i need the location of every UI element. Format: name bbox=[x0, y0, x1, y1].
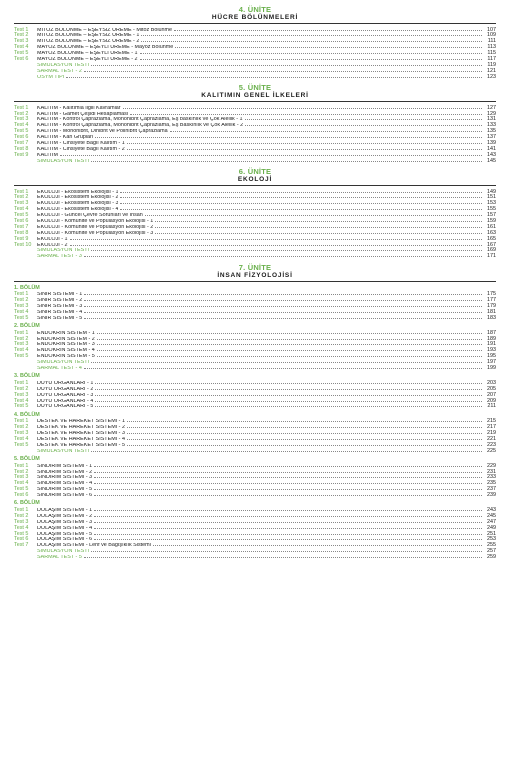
test-number: Test 6 bbox=[14, 536, 29, 543]
page-number: 107 bbox=[487, 26, 496, 33]
unit-divider bbox=[14, 23, 496, 24]
page-number: 223 bbox=[487, 441, 496, 448]
page-number: 171 bbox=[487, 253, 496, 260]
entry-title: SİNDİRİM SİSTEMİ - 5 bbox=[37, 487, 93, 493]
dot-leader bbox=[91, 359, 482, 364]
test-number: Test 5 bbox=[14, 486, 29, 493]
entry-title: ÖSYM TİPİ bbox=[37, 74, 65, 80]
entry-title: DUYU ORGANLARI - 3 bbox=[37, 392, 94, 398]
dot-leader bbox=[70, 241, 482, 246]
entry-title: EKOLOJİ - Komünite ve Popülasyon Ekolojisi - 1 bbox=[37, 218, 154, 224]
test-number: Test 3 bbox=[14, 474, 29, 481]
test-number: Test 4 bbox=[14, 122, 29, 129]
page-number: 163 bbox=[487, 229, 496, 236]
entry-title: SİNDİRİM SİSTEMİ - 2 bbox=[37, 469, 93, 475]
page-number: 153 bbox=[487, 200, 496, 207]
entry-title: KALITIM - Cinsiyete Bağlı Kalıtım - 1 bbox=[37, 140, 125, 146]
entry-title: DESTEK VE HAREKET SİSTEMİ - 2 bbox=[37, 425, 125, 431]
dot-leader bbox=[127, 424, 482, 429]
test-number: Test 6 bbox=[14, 134, 29, 141]
entry-title: SİNDİRİM SİSTEMİ - 4 bbox=[37, 481, 93, 487]
entry-title: SİNİR SİSTEMİ - 5 bbox=[37, 315, 83, 321]
page-number: 233 bbox=[487, 474, 496, 481]
unit-divider bbox=[14, 281, 496, 282]
entry-title: DOLAŞIM SİSTEMİ - 5 bbox=[37, 531, 93, 537]
dot-leader bbox=[70, 235, 482, 240]
entry-title: SİNİR SİSTEMİ - 3 bbox=[37, 303, 83, 309]
test-number: Test 2 bbox=[14, 512, 29, 519]
entry-title: DOLAŞIM SİSTEMİ - Lenf ve Bağışıklık Sistemi bbox=[37, 543, 151, 549]
test-number: Test 3 bbox=[14, 518, 29, 525]
page-number: 129 bbox=[487, 110, 496, 117]
page-number: 247 bbox=[487, 518, 496, 525]
toc-entry[interactable] bbox=[14, 492, 496, 498]
entry-title: KALITIM - Kontrol Çaprazlama, Monohibrit Çaprazlama, Eş baskınlık ve Çok Alellik - 1 bbox=[37, 117, 243, 123]
page-number: 161 bbox=[487, 223, 496, 230]
entry-title: SİNİR SİSTEMİ - 1 bbox=[37, 292, 83, 298]
page-number: 249 bbox=[487, 524, 496, 531]
dot-leader bbox=[127, 139, 482, 144]
unit-title: İNSAN FİZYOLOJİSİ bbox=[217, 271, 293, 279]
page-number: 175 bbox=[487, 291, 496, 298]
dot-leader bbox=[91, 61, 482, 66]
page-number: 127 bbox=[487, 104, 496, 111]
unit-header bbox=[14, 6, 496, 24]
page-number: 121 bbox=[487, 67, 496, 74]
entry-title: SİMÜLASYON TESTİ bbox=[37, 360, 90, 366]
entry-title: SARMAL TEST - 5 bbox=[37, 555, 82, 561]
page-number: 235 bbox=[487, 480, 496, 487]
test-number: Test 7 bbox=[14, 542, 29, 549]
dot-leader bbox=[94, 536, 482, 541]
entry-title: KALITIM - Kalıtımla İlgili Kavramlar bbox=[37, 105, 121, 111]
entry-title: ENDOKRİN SİSTEM - 1 bbox=[37, 330, 95, 336]
page-number: 181 bbox=[487, 308, 496, 315]
dot-leader bbox=[84, 364, 482, 369]
dot-leader bbox=[95, 391, 482, 396]
section-heading: 2. BÖLÜM bbox=[14, 323, 40, 330]
entry-title: DOLAŞIM SİSTEMİ - 4 bbox=[37, 525, 93, 531]
page-number: 209 bbox=[487, 397, 496, 404]
test-number: Test 1 bbox=[14, 418, 29, 425]
page-number: 133 bbox=[487, 122, 496, 129]
test-number: Test 5 bbox=[14, 128, 29, 135]
dot-leader bbox=[84, 253, 482, 258]
test-number: Test 9 bbox=[14, 151, 29, 158]
dot-leader bbox=[155, 229, 482, 234]
dot-leader bbox=[123, 104, 482, 109]
dot-leader bbox=[127, 435, 482, 440]
dot-leader bbox=[120, 200, 482, 205]
section-heading: 1. BÖLÜM bbox=[14, 284, 40, 291]
test-number: Test 4 bbox=[14, 44, 29, 51]
entry-title: DESTEK VE HAREKET SİSTEMİ - 5 bbox=[37, 442, 125, 448]
entry-title: EKOLOJİ - Güncel Çevre Sorunları ve İnsan bbox=[37, 213, 143, 219]
page-number: 109 bbox=[487, 32, 496, 39]
page-number: 207 bbox=[487, 391, 496, 398]
test-number: Test 4 bbox=[14, 347, 29, 354]
entry-title: ENDOKRİN SİSTEM - 5 bbox=[37, 354, 95, 360]
test-number: Test 8 bbox=[14, 145, 29, 152]
page-number: 225 bbox=[487, 447, 496, 454]
page-number: 243 bbox=[487, 507, 496, 514]
test-number: Test 2 bbox=[14, 335, 29, 342]
dot-leader bbox=[66, 73, 482, 78]
dot-leader bbox=[141, 32, 482, 37]
dot-leader bbox=[97, 329, 482, 334]
dot-leader bbox=[127, 145, 482, 150]
test-number: Test 4 bbox=[14, 480, 29, 487]
test-number: Test 3 bbox=[14, 302, 29, 309]
entry-title: EKOLOJİ - Komünite ve Popülasyon Ekolojisi - 2 bbox=[37, 224, 154, 230]
page-number: 131 bbox=[487, 116, 496, 123]
page-number: 257 bbox=[487, 548, 496, 555]
dot-leader bbox=[127, 418, 482, 423]
test-number: Test 2 bbox=[14, 424, 29, 431]
test-number: Test 5 bbox=[14, 50, 29, 57]
page-number: 177 bbox=[487, 297, 496, 304]
toc-entry[interactable] bbox=[14, 314, 496, 320]
entry-title: MİTOZ BÖLÜNME – EŞEYSİZ ÜREME - Mitoz Bölünme bbox=[37, 27, 172, 33]
page-number: 149 bbox=[487, 188, 496, 195]
dot-leader bbox=[94, 506, 482, 511]
test-number: Test 1 bbox=[14, 379, 29, 386]
page-number: 221 bbox=[487, 436, 496, 443]
dot-leader bbox=[127, 430, 482, 435]
entry-title: MİTOZ BÖLÜNME – EŞEYSİZ ÜREME - 2 bbox=[37, 39, 140, 45]
page-number: 199 bbox=[487, 365, 496, 371]
entry-title: SARMAL TEST - 3 bbox=[37, 254, 82, 260]
page-number: 159 bbox=[487, 217, 496, 224]
entry-title: KALITIM - Kan Grupları bbox=[37, 135, 94, 141]
dot-leader bbox=[97, 347, 482, 352]
entry-title: DUYU ORGANLARI - 5 bbox=[37, 404, 94, 410]
test-number: Test 5 bbox=[14, 530, 29, 537]
entry-title: SARMAL TEST - 2 bbox=[37, 68, 82, 74]
dot-leader bbox=[94, 468, 482, 473]
dot-leader bbox=[94, 486, 482, 491]
toc-entry[interactable] bbox=[14, 364, 496, 370]
page-number: 217 bbox=[487, 424, 496, 431]
dot-leader bbox=[84, 308, 482, 313]
dot-leader bbox=[84, 314, 482, 319]
page-number: 111 bbox=[487, 38, 496, 45]
entry-title: SİNDİRİM SİSTEMİ - 6 bbox=[37, 493, 93, 499]
page-number: 139 bbox=[487, 139, 496, 146]
entry-title: DOLAŞIM SİSTEMİ - 1 bbox=[37, 508, 93, 514]
dot-leader bbox=[94, 462, 482, 467]
page-number: 169 bbox=[487, 247, 496, 254]
test-number: Test 2 bbox=[14, 468, 29, 475]
entry-title: EKOLOJİ - 1 bbox=[37, 236, 68, 242]
section-heading: 4. BÖLÜM bbox=[14, 411, 40, 418]
page-number: 179 bbox=[487, 302, 496, 309]
page-number: 195 bbox=[487, 353, 496, 360]
page-number: 123 bbox=[487, 73, 496, 80]
entry-title: DOLAŞIM SİSTEMİ - 3 bbox=[37, 519, 93, 525]
dot-leader bbox=[95, 403, 482, 408]
entry-title: DESTEK VE HAREKET SİSTEMİ - 1 bbox=[37, 419, 125, 425]
entry-title: DOLAŞIM SİSTEMİ - 2 bbox=[37, 513, 93, 519]
entry-title: MAYOZ BÖLÜNME – EŞEYLİ ÜREME - Mayoz Bölünme bbox=[37, 45, 174, 51]
unit-title: KALITIMIN GENEL İLKELERİ bbox=[201, 92, 309, 100]
test-number: Test 6 bbox=[14, 56, 29, 63]
page-number: 251 bbox=[487, 530, 496, 537]
test-number: Test 2 bbox=[14, 110, 29, 117]
page-number: 143 bbox=[487, 151, 496, 158]
test-number: Test 3 bbox=[14, 430, 29, 437]
toc-entry[interactable] bbox=[14, 554, 496, 560]
dot-leader bbox=[140, 55, 482, 60]
entry-title: DOLAŞIM SİSTEMİ - 6 bbox=[37, 537, 93, 543]
dot-leader bbox=[84, 302, 482, 307]
dot-leader bbox=[174, 26, 482, 31]
dot-leader bbox=[155, 223, 482, 228]
dot-leader bbox=[94, 518, 482, 523]
entry-title: SİNDİRİM SİSTEMİ - 1 bbox=[37, 463, 93, 469]
page-number: 255 bbox=[487, 542, 496, 549]
page-number: 137 bbox=[487, 134, 496, 141]
page-number: 205 bbox=[487, 385, 496, 392]
unit-title: EKOLOJİ bbox=[237, 175, 273, 183]
test-number: Test 1 bbox=[14, 462, 29, 469]
dot-leader bbox=[84, 554, 482, 559]
entry-title: ENDOKRİN SİSTEM - 3 bbox=[37, 342, 95, 348]
test-number: Test 1 bbox=[14, 26, 29, 33]
test-number: Test 5 bbox=[14, 441, 29, 448]
entry-title: KALITIM - Cinsiyete Bağlı Kalıtım - 2 bbox=[37, 146, 125, 152]
unit-divider bbox=[14, 101, 496, 102]
test-number: Test 5 bbox=[14, 212, 29, 219]
dot-leader bbox=[94, 512, 482, 517]
entry-title: EKOLOJİ - Komünite ve Popülasyon Ekolojisi - 3 bbox=[37, 230, 154, 236]
toc-entry[interactable] bbox=[14, 447, 496, 453]
page-number: 167 bbox=[487, 241, 496, 248]
toc-entry[interactable] bbox=[14, 253, 496, 259]
page-number: 155 bbox=[487, 206, 496, 213]
page-number: 219 bbox=[487, 430, 496, 437]
page-number: 113 bbox=[487, 44, 496, 51]
entry-title: KALITIM - Kontrol Çaprazlama, Monohibrit Çaprazlama, Eş Baskınlık ve Çok Alellik - 2 bbox=[37, 123, 244, 129]
entry-title: DUYU ORGANLARI - 2 bbox=[37, 386, 94, 392]
page-number: 253 bbox=[487, 536, 496, 543]
entry-title: SİMÜLASYON TESTİ bbox=[37, 549, 90, 555]
page-number: 197 bbox=[487, 359, 496, 366]
entry-title: SİMÜLASYON TESTİ bbox=[37, 448, 90, 454]
dot-leader bbox=[91, 157, 482, 162]
toc-entry[interactable] bbox=[14, 73, 496, 79]
entry-title: EKOLOJİ - Ekosistem Ekolojisi - 3 bbox=[37, 201, 119, 207]
test-number: Test 1 bbox=[14, 329, 29, 336]
test-number: Test 4 bbox=[14, 436, 29, 443]
dot-leader bbox=[94, 530, 482, 535]
unit-number: 6. ÜNİTE bbox=[238, 166, 272, 176]
dot-leader bbox=[175, 44, 482, 49]
test-number: Test 3 bbox=[14, 116, 29, 123]
dot-leader bbox=[84, 297, 482, 302]
unit-title: HÜCRE BÖLÜNMELERİ bbox=[211, 14, 299, 21]
test-number: Test 7 bbox=[14, 139, 29, 146]
entry-title: EKOLOJİ - 2 bbox=[37, 242, 68, 248]
entry-title: ENDOKRİN SİSTEM - 2 bbox=[37, 336, 95, 342]
unit-divider bbox=[14, 185, 496, 186]
dot-leader bbox=[141, 38, 482, 43]
test-number: Test 6 bbox=[14, 217, 29, 224]
entry-title: DUYU ORGANLARI - 4 bbox=[37, 398, 94, 404]
entry-title: KALITIM bbox=[37, 152, 58, 158]
entry-title: MİTOZ BÖLÜNME – EŞEYSİZ ÜREME - 1 bbox=[37, 33, 140, 39]
page-number: 193 bbox=[487, 347, 496, 354]
test-number: Test 4 bbox=[14, 524, 29, 531]
test-number: Test 4 bbox=[14, 397, 29, 404]
unit-number: 4. ÜNİTE bbox=[238, 5, 272, 14]
dot-leader bbox=[95, 385, 482, 390]
page-number: 203 bbox=[487, 379, 496, 386]
page-number: 145 bbox=[487, 157, 496, 164]
test-number: Test 1 bbox=[14, 291, 29, 298]
page-number: 229 bbox=[487, 462, 496, 469]
entry-title: EKOLOJİ - Ekosistem Ekolojisi - 1 bbox=[37, 189, 119, 195]
page-number: 245 bbox=[487, 512, 496, 519]
dot-leader bbox=[95, 379, 482, 384]
dot-leader bbox=[97, 353, 482, 358]
test-number: Test 3 bbox=[14, 391, 29, 398]
dot-leader bbox=[95, 397, 482, 402]
unit-header bbox=[14, 264, 496, 282]
page-number: 187 bbox=[487, 329, 496, 336]
test-number: Test 3 bbox=[14, 38, 29, 45]
dot-leader bbox=[97, 341, 482, 346]
dot-leader bbox=[60, 151, 482, 156]
page-number: 151 bbox=[487, 194, 496, 201]
test-number: Test 5 bbox=[14, 403, 29, 410]
entry-title: KALITIM - Monohibrit, Dihibrit ve Polihibrit Çaprazlama bbox=[37, 129, 168, 135]
dot-leader bbox=[84, 67, 482, 72]
dot-leader bbox=[130, 110, 482, 115]
dot-leader bbox=[94, 524, 482, 529]
dot-leader bbox=[145, 211, 482, 216]
dot-leader bbox=[245, 116, 482, 121]
page-number: 231 bbox=[487, 468, 496, 475]
test-number: Test 1 bbox=[14, 507, 29, 514]
unit-number: 5. ÜNİTE bbox=[238, 83, 272, 93]
dot-leader bbox=[120, 206, 482, 211]
entry-title: SİNDİRİM SİSTEMİ - 3 bbox=[37, 475, 93, 481]
entry-title: SİNİR SİSTEMİ - 2 bbox=[37, 298, 83, 304]
page-number: 259 bbox=[487, 554, 496, 561]
dot-leader bbox=[140, 50, 482, 55]
entry-title: DESTEK VE HAREKET SİSTEMİ - 4 bbox=[37, 437, 125, 443]
page-number: 183 bbox=[487, 314, 496, 321]
dot-leader bbox=[84, 291, 482, 296]
dot-leader bbox=[91, 447, 482, 452]
test-number: Test 10 bbox=[14, 241, 32, 248]
test-number: Test 2 bbox=[14, 32, 29, 39]
page-number: 191 bbox=[487, 341, 496, 348]
entry-title: DUYU ORGANLARI - 1 bbox=[37, 380, 94, 386]
test-number: Test 8 bbox=[14, 229, 29, 236]
section-heading: 5. BÖLÜM bbox=[14, 456, 40, 463]
test-number: Test 3 bbox=[14, 341, 29, 348]
page-number: 189 bbox=[487, 335, 496, 342]
dot-leader bbox=[91, 247, 482, 252]
test-number: Test 5 bbox=[14, 314, 29, 321]
test-number: Test 6 bbox=[14, 492, 29, 499]
test-number: Test 2 bbox=[14, 297, 29, 304]
entry-title: KALITIM - Gamet Çeşidi Hesaplaması bbox=[37, 111, 129, 117]
test-number: Test 5 bbox=[14, 353, 29, 360]
test-number: Test 4 bbox=[14, 308, 29, 315]
entry-title: SİMÜLASYON TESTİ bbox=[37, 158, 90, 164]
dot-leader bbox=[120, 194, 482, 199]
dot-leader bbox=[127, 441, 482, 446]
entry-title: EKOLOJİ - Ekosistem Ekolojisi - 2 bbox=[37, 195, 119, 201]
dot-leader bbox=[170, 128, 482, 133]
entry-title: MAYOZ BÖLÜNME – EŞEYLİ ÜREME - 2 bbox=[37, 57, 138, 63]
dot-leader bbox=[97, 335, 482, 340]
page-number: 211 bbox=[487, 403, 496, 410]
entry-title: SİNİR SİSTEMİ - 4 bbox=[37, 309, 83, 315]
test-number: Test 1 bbox=[14, 104, 29, 111]
entry-title: SİMÜLASYON TESTİ bbox=[37, 248, 90, 254]
dot-leader bbox=[94, 480, 482, 485]
test-number: Test 4 bbox=[14, 206, 29, 213]
dot-leader bbox=[245, 122, 482, 127]
entry-title: SİMÜLASYON TESTİ bbox=[37, 62, 90, 68]
test-number: Test 2 bbox=[14, 385, 29, 392]
entry-title: SARMAL TEST - 4 bbox=[37, 366, 82, 371]
section-heading: 6. BÖLÜM bbox=[14, 500, 40, 507]
test-number: Test 3 bbox=[14, 200, 29, 207]
toc-entry[interactable] bbox=[14, 157, 496, 163]
page-number: 239 bbox=[487, 492, 496, 499]
page-number: 237 bbox=[487, 486, 496, 493]
entry-title: DESTEK VE HAREKET SİSTEMİ - 3 bbox=[37, 431, 125, 437]
unit-header bbox=[14, 84, 496, 102]
page-number: 115 bbox=[487, 50, 496, 57]
dot-leader bbox=[94, 474, 482, 479]
page-number: 119 bbox=[487, 61, 496, 68]
test-number: Test 7 bbox=[14, 223, 29, 230]
page-number: 157 bbox=[487, 212, 496, 219]
dot-leader bbox=[155, 217, 482, 222]
toc-entry[interactable] bbox=[14, 403, 496, 409]
dot-leader bbox=[95, 133, 482, 138]
page-number: 165 bbox=[487, 235, 496, 242]
page-number: 117 bbox=[487, 56, 496, 63]
test-number: Test 9 bbox=[14, 235, 29, 242]
entry-title: MAYOZ BÖLÜNME – EŞEYLİ ÜREME - 1 bbox=[37, 51, 138, 57]
section-heading: 3. BÖLÜM bbox=[14, 373, 40, 380]
dot-leader bbox=[120, 188, 482, 193]
page-number: 215 bbox=[487, 418, 496, 425]
entry-title: ENDOKRİN SİSTEM - 4 bbox=[37, 348, 95, 354]
unit-header bbox=[14, 168, 496, 186]
test-number: Test 1 bbox=[14, 188, 29, 195]
page-number: 141 bbox=[487, 145, 496, 152]
entry-title: EKOLOJİ - Ekosistem Ekolojisi - 4 bbox=[37, 207, 119, 213]
dot-leader bbox=[94, 492, 482, 497]
dot-leader bbox=[153, 542, 482, 547]
page-number: 135 bbox=[487, 128, 496, 135]
test-number: Test 2 bbox=[14, 194, 29, 201]
dot-leader bbox=[91, 548, 482, 553]
unit-number: 7. ÜNİTE bbox=[238, 262, 272, 272]
